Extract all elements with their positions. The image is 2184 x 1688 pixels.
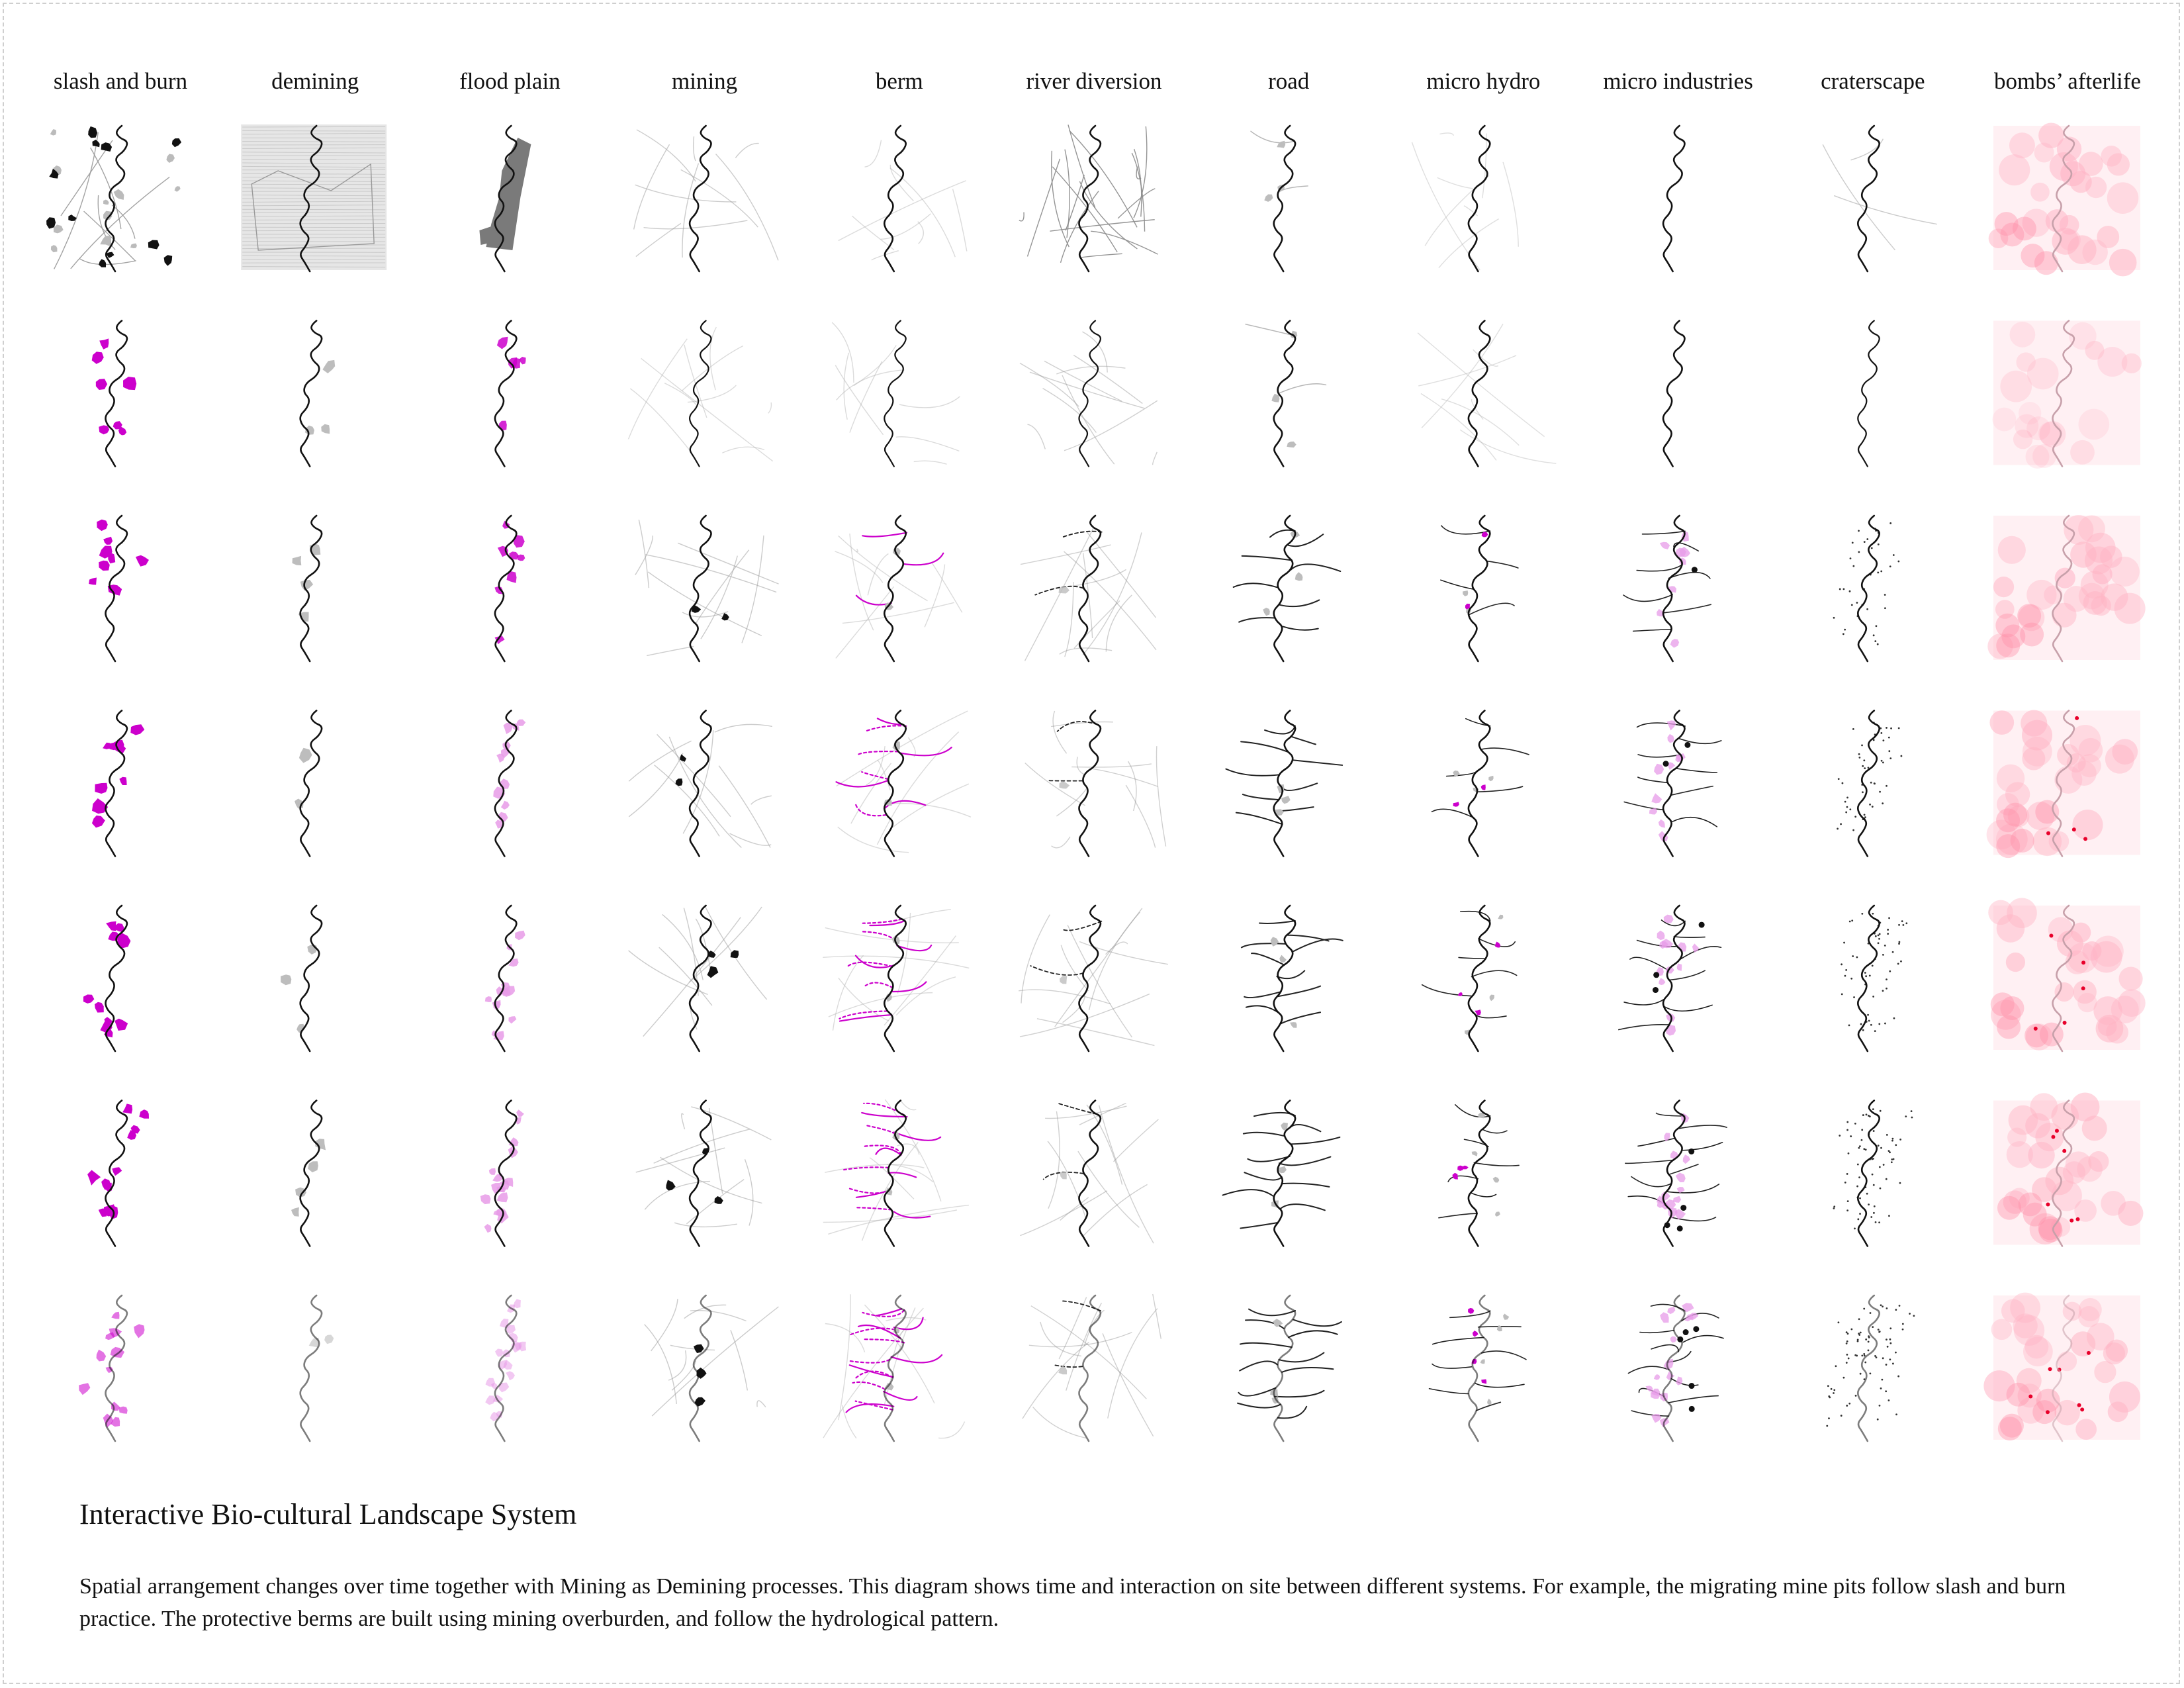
cell-micro-hydro-t1 <box>1412 126 1518 271</box>
cell-mining-t6 <box>636 1101 772 1246</box>
cell-micro-industries-t2 <box>1663 321 1684 467</box>
cell-road-t7 <box>1238 1295 1342 1441</box>
cell-road-t4 <box>1226 711 1342 857</box>
river-line <box>690 711 711 857</box>
cell-road-t6 <box>1223 1101 1340 1246</box>
column-header-berm: berm <box>875 68 923 94</box>
cell-river-diversion-t1 <box>1019 124 1158 271</box>
cell-mining-t1 <box>634 126 778 271</box>
cell-micro-industries-t1 <box>1663 126 1684 271</box>
cell-mining-t4 <box>629 711 772 857</box>
cell-bombs-afterlife-t3 <box>1987 515 2145 661</box>
cell-river-diversion-t5 <box>1019 906 1168 1051</box>
river-line <box>1274 516 1295 661</box>
cell-slash-and-burn-t5 <box>83 906 130 1051</box>
column-header-demining: demining <box>271 68 359 94</box>
cell-bombs-afterlife-t4 <box>1987 710 2140 858</box>
cell-craterscape-t4 <box>1837 711 1902 857</box>
river-line <box>1469 906 1490 1051</box>
river-line <box>690 516 711 661</box>
cell-flood-plain-t2 <box>495 321 526 467</box>
cell-slash-and-burn-t3 <box>89 516 149 661</box>
cell-slash-and-burn-t4 <box>92 711 144 857</box>
cell-craterscape-t3 <box>1833 516 1900 661</box>
cell-demining-t1 <box>241 124 387 271</box>
river-line <box>1274 1101 1295 1246</box>
cell-flood-plain-t6 <box>480 1101 524 1246</box>
cell-flood-plain-t4 <box>493 711 525 857</box>
cell-mining-t7 <box>645 1295 779 1441</box>
cell-micro-industries-t7 <box>1628 1295 1723 1441</box>
cell-bombs-afterlife-t1 <box>1989 122 2140 276</box>
river-line <box>1274 1295 1295 1441</box>
cell-micro-hydro-t7 <box>1430 1295 1526 1441</box>
river-line <box>300 321 322 467</box>
cell-mining-t5 <box>629 906 767 1051</box>
cell-road-t5 <box>1242 906 1343 1051</box>
river-line <box>300 906 322 1051</box>
cell-demining-t4 <box>295 711 322 857</box>
river-line <box>884 321 905 467</box>
river-line <box>1858 906 1879 1051</box>
river-line <box>1663 711 1684 857</box>
river-line <box>884 516 905 661</box>
cell-demining-t5 <box>281 906 322 1051</box>
cell-demining-t2 <box>300 321 336 467</box>
cell-micro-hydro-t5 <box>1422 906 1517 1051</box>
diagram-title: Interactive Bio-cultural Landscape System <box>79 1498 577 1530</box>
cell-slash-and-burn-t7 <box>79 1295 144 1441</box>
cell-micro-industries-t3 <box>1623 516 1711 661</box>
cell-micro-industries-t6 <box>1625 1101 1727 1246</box>
cell-berm-t2 <box>832 321 960 467</box>
cell-berm-t3 <box>835 516 962 661</box>
column-header-micro-hydro: micro hydro <box>1426 68 1541 94</box>
river-line <box>1858 516 1879 661</box>
diagram-description: Spatial arrangement changes over time together with Mining as Demining processes. This diagram shows time and interaction on site between different systems. For example, the migrating mine pits follow slash and burn practice. The protective berms are built using mining overburden, and follow the hydrological pattern. <box>79 1574 2066 1631</box>
cell-demining-t3 <box>293 516 322 661</box>
cell-road-t3 <box>1234 516 1341 661</box>
river-line <box>1858 1101 1879 1246</box>
column-header-micro-industries: micro industries <box>1603 68 1753 94</box>
cell-berm-t6 <box>823 1100 969 1246</box>
cell-bombs-afterlife-t7 <box>1983 1293 2140 1441</box>
river-line <box>300 1101 322 1246</box>
cell-slash-and-burn-t6 <box>87 1101 149 1246</box>
river-line <box>884 126 905 271</box>
cell-berm-t5 <box>823 906 969 1051</box>
cell-flood-plain-t3 <box>494 516 525 661</box>
column-header-craterscape: craterscape <box>1821 68 1925 94</box>
river-line <box>1469 321 1490 467</box>
cell-river-diversion-t4 <box>1025 711 1166 857</box>
river-line <box>1663 126 1684 271</box>
column-header-slash-and-burn: slash and burn <box>53 68 188 94</box>
column-header-road: road <box>1268 68 1310 94</box>
cell-flood-plain-t7 <box>485 1295 526 1441</box>
river-line <box>690 1101 711 1246</box>
river-line <box>1469 1101 1490 1246</box>
column-header-bombs-afterlife: bombs’ afterlife <box>1994 68 2141 94</box>
river-line <box>1469 1295 1490 1441</box>
cell-mining-t2 <box>629 321 773 467</box>
cell-river-diversion-t7 <box>1023 1294 1161 1441</box>
river-line <box>884 1295 905 1441</box>
cell-micro-hydro-t4 <box>1432 711 1529 857</box>
river-line <box>1274 711 1295 857</box>
column-header-flood-plain: flood plain <box>459 68 561 94</box>
river-line <box>495 906 516 1051</box>
cell-craterscape-t6 <box>1833 1101 1913 1246</box>
cell-craterscape-t1 <box>1823 126 1937 271</box>
river-line <box>1858 321 1879 467</box>
river-line <box>300 1295 322 1441</box>
cell-flood-plain-t5 <box>485 906 525 1051</box>
cell-micro-hydro-t2 <box>1418 321 1556 467</box>
cell-craterscape-t5 <box>1841 906 1907 1051</box>
river-line <box>690 321 711 467</box>
cell-demining-t7 <box>300 1295 334 1441</box>
river-line <box>106 321 127 467</box>
cell-craterscape-t2 <box>1858 321 1879 467</box>
cell-road-t1 <box>1251 126 1308 271</box>
river-line <box>1858 711 1879 857</box>
river-line <box>1079 126 1101 271</box>
cell-river-diversion-t6 <box>1020 1101 1158 1246</box>
cell-river-diversion-t2 <box>1020 321 1158 467</box>
river-line <box>495 1101 516 1246</box>
river-line <box>1274 126 1295 271</box>
cell-craterscape-t7 <box>1826 1295 1915 1441</box>
cell-micro-hydro-t3 <box>1441 516 1518 661</box>
cell-slash-and-burn-t1 <box>46 126 181 271</box>
river-line <box>1858 1295 1879 1441</box>
cell-micro-industries-t5 <box>1619 906 1721 1051</box>
cell-bombs-afterlife-t2 <box>1993 321 2142 469</box>
cell-slash-and-burn-t2 <box>92 321 137 467</box>
column-header-river-diversion: river diversion <box>1026 68 1162 94</box>
cell-road-t2 <box>1246 321 1326 467</box>
cell-berm-t1 <box>839 126 967 271</box>
river-line <box>884 906 905 1051</box>
cell-flood-plain-t1 <box>479 126 531 271</box>
river-line <box>690 126 711 271</box>
column-header-mining: mining <box>672 68 738 94</box>
cell-mining-t3 <box>635 516 779 661</box>
river-line <box>1079 321 1101 467</box>
river-line <box>1079 711 1101 857</box>
river-line <box>1663 321 1684 467</box>
cell-bombs-afterlife-t5 <box>1988 898 2145 1051</box>
cell-berm-t4 <box>837 711 971 857</box>
cell-berm-t7 <box>823 1294 965 1441</box>
cell-river-diversion-t3 <box>1021 516 1156 661</box>
river-line <box>1469 711 1490 857</box>
cell-micro-industries-t4 <box>1624 711 1721 857</box>
cell-demining-t6 <box>291 1101 326 1246</box>
cell-micro-hydro-t6 <box>1439 1101 1519 1246</box>
river-line <box>300 711 322 857</box>
cell-bombs-afterlife-t6 <box>1993 1093 2143 1246</box>
